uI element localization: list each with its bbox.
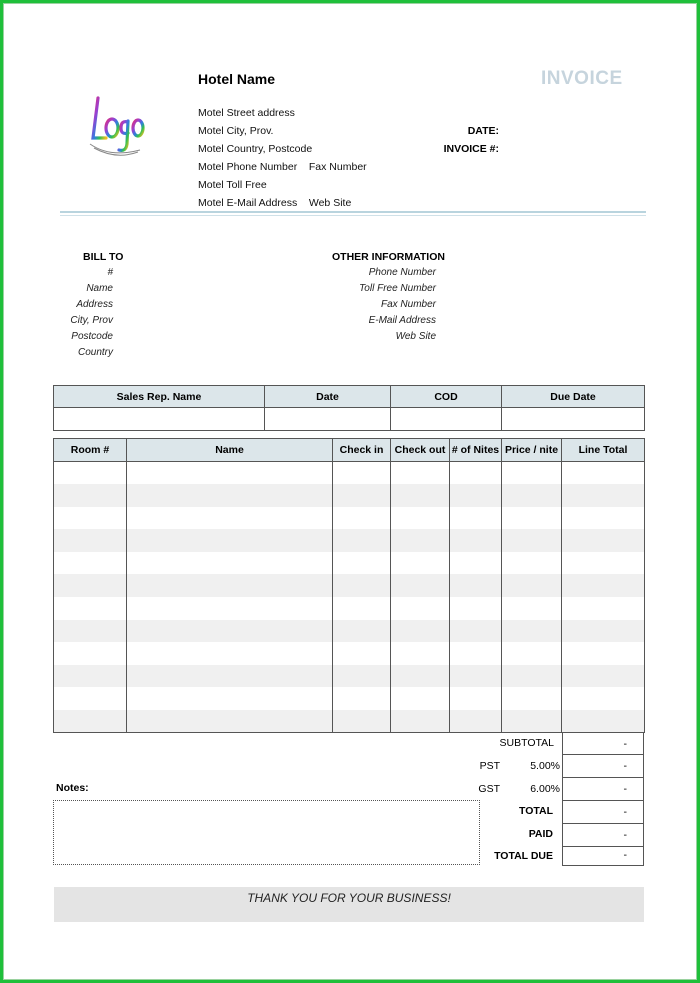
address-country: Motel Country, Postcode (198, 143, 313, 155)
due-date-header: Due Date (502, 386, 645, 408)
table-row[interactable] (54, 462, 645, 485)
subtotal-label: SUBTOTAL (499, 737, 554, 749)
bill-to-country-label: Country (77, 347, 113, 358)
nites-header: # of Nites (450, 439, 502, 462)
other-info-tollfree-label: Toll Free Number (359, 283, 436, 294)
gst-label: GST (478, 783, 500, 795)
cod-cell[interactable] (391, 408, 502, 431)
bill-to-address-label: Address (76, 299, 113, 310)
table-row[interactable] (54, 529, 645, 552)
table-row[interactable] (54, 574, 645, 597)
bill-to-city-label: City, Prov (70, 315, 113, 326)
thank-you-message: THANK YOU FOR YOUR BUSINESS! (247, 891, 451, 905)
room-items-table (53, 438, 645, 733)
paid-label: PAID (528, 828, 553, 840)
total-due-label: TOTAL DUE (494, 850, 553, 862)
date-label: DATE: (467, 125, 499, 137)
sales-info-table (53, 385, 645, 431)
total-due-value[interactable]: - (562, 846, 644, 866)
bill-to-number-label: # (107, 267, 113, 278)
table-row[interactable] (54, 507, 645, 530)
total-label: TOTAL (518, 805, 553, 817)
address-street: Motel Street address (198, 107, 295, 119)
bill-to-heading: BILL TO (83, 251, 124, 263)
other-info-phone-label: Phone Number (368, 267, 436, 278)
invoice-number-label: INVOICE #: (443, 143, 499, 155)
sales-rep-header: Sales Rep. Name (54, 386, 265, 408)
gst-value[interactable]: - (562, 778, 644, 801)
check-in-header: Check in (333, 439, 391, 462)
total-value[interactable]: - (562, 801, 644, 824)
table-row[interactable] (54, 710, 645, 733)
invoice-title: INVOICE (541, 68, 623, 89)
subtotal-value[interactable]: - (562, 732, 644, 755)
logo-icon (84, 92, 146, 166)
bill-to-name-label: Name (86, 283, 113, 294)
hotel-name: Hotel Name (198, 71, 276, 87)
notes-textarea[interactable] (53, 800, 480, 865)
other-info-website-label: Web Site (395, 331, 436, 342)
address-phone: Motel Phone Number Fax Number (198, 161, 367, 173)
header-divider-secondary (60, 215, 646, 216)
table-row[interactable] (54, 665, 645, 688)
date-cell[interactable] (265, 408, 391, 431)
table-row[interactable] (54, 687, 645, 710)
gst-rate: 6.00% (530, 783, 560, 795)
pst-rate: 5.00% (530, 760, 560, 772)
address-city: Motel City, Prov. (198, 125, 274, 137)
table-row[interactable] (54, 597, 645, 620)
notes-label: Notes: (56, 782, 89, 794)
pst-value[interactable]: - (562, 755, 644, 778)
other-info-heading: OTHER INFORMATION (332, 251, 445, 263)
table-row[interactable] (54, 620, 645, 643)
address-tollfree: Motel Toll Free (198, 179, 267, 191)
line-total-header: Line Total (562, 439, 645, 462)
room-number-header: Room # (54, 439, 127, 462)
other-info-fax-label: Fax Number (380, 299, 436, 310)
price-header: Price / nite (502, 439, 562, 462)
check-out-header: Check out (391, 439, 450, 462)
table-row[interactable] (54, 552, 645, 575)
pst-label: PST (479, 760, 500, 772)
name-header: Name (127, 439, 333, 462)
paid-value[interactable]: - (562, 824, 644, 847)
address-email: Motel E-Mail Address Web Site (198, 197, 352, 209)
sales-rep-cell[interactable] (54, 408, 265, 431)
cod-header: COD (391, 386, 502, 408)
table-row[interactable] (54, 484, 645, 507)
other-info-email-label: E-Mail Address (368, 315, 436, 326)
header-divider (60, 211, 646, 213)
bill-to-postcode-label: Postcode (71, 331, 113, 342)
due-date-cell[interactable] (502, 408, 645, 431)
table-row[interactable] (54, 642, 645, 665)
date-header: Date (265, 386, 391, 408)
